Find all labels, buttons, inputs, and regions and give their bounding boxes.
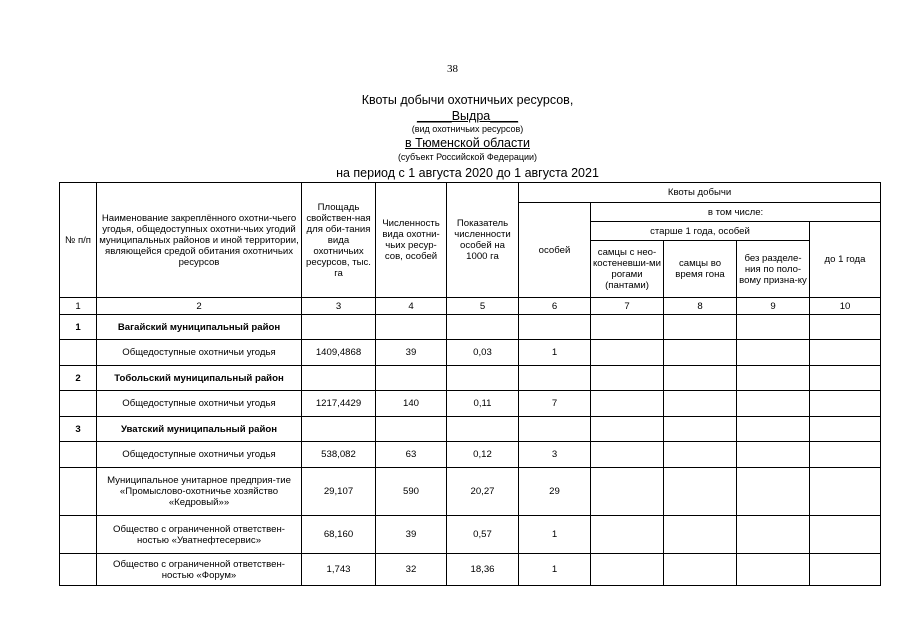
cell-area <box>302 315 376 340</box>
header-males-antlers: самцы с нео-костеневши-ми рогами (пантами) <box>591 241 664 298</box>
period-line: на период с 1 августа 2020 до 1 августа 2021 <box>336 166 599 180</box>
cell-name: Вагайский муниципальный район <box>97 315 302 340</box>
cell-total <box>519 366 591 391</box>
cell-area: 538,082 <box>302 442 376 468</box>
column-number: 8 <box>664 298 737 315</box>
cell-num: 2 <box>60 366 97 391</box>
cell-name: Муниципальное унитарное предприя-тие «Промыслово-охотничье хозяйство «Кедровый»» <box>97 468 302 516</box>
cell-empty <box>591 516 664 554</box>
cell-empty <box>664 442 737 468</box>
column-number: 10 <box>810 298 881 315</box>
cell-empty <box>591 391 664 417</box>
cell-population: 39 <box>376 340 447 366</box>
cell-empty <box>810 442 881 468</box>
table-row <box>60 442 881 468</box>
cell-empty <box>591 468 664 516</box>
cell-area <box>302 417 376 442</box>
page-number: 38 <box>447 63 458 75</box>
column-number-row <box>60 298 881 315</box>
cell-name: Тобольский муниципальный район <box>97 366 302 391</box>
cell-area: 68,160 <box>302 516 376 554</box>
header-under-one: до 1 года <box>810 222 881 298</box>
column-number: 3 <box>302 298 376 315</box>
cell-population <box>376 315 447 340</box>
cell-num <box>60 554 97 586</box>
cell-population <box>376 366 447 391</box>
header-males-rut: самцы во время гона <box>664 241 737 298</box>
cell-name: Общество с ограниченной ответствен-ностью «Уватнефтесервис» <box>97 516 302 554</box>
district-row <box>60 417 881 442</box>
header-older: старше 1 года, особей <box>591 222 810 241</box>
cell-num <box>60 391 97 417</box>
cell-empty <box>664 516 737 554</box>
cell-name: Общество с ограниченной ответствен-ностью «Форум» <box>97 554 302 586</box>
cell-empty <box>591 315 664 340</box>
cell-area: 1217,4429 <box>302 391 376 417</box>
cell-empty <box>737 366 810 391</box>
column-number: 4 <box>376 298 447 315</box>
cell-empty <box>664 391 737 417</box>
cell-empty <box>591 442 664 468</box>
table-row <box>60 516 881 554</box>
header-density: Показатель численности особей на 1000 га <box>447 183 519 298</box>
cell-population: 63 <box>376 442 447 468</box>
cell-empty <box>737 554 810 586</box>
region-caption: (субъект Российской Федерации) <box>397 152 538 162</box>
cell-empty <box>664 340 737 366</box>
cell-area: 29,107 <box>302 468 376 516</box>
document-title: Квоты добычи охотничьих ресурсов, <box>361 93 574 107</box>
cell-empty <box>591 366 664 391</box>
table-row <box>60 340 881 366</box>
cell-population: 140 <box>376 391 447 417</box>
cell-density: 20,27 <box>447 468 519 516</box>
cell-empty <box>810 468 881 516</box>
cell-density: 0,03 <box>447 340 519 366</box>
cell-empty <box>737 315 810 340</box>
table-row <box>60 554 881 586</box>
cell-empty <box>664 366 737 391</box>
table-row <box>60 391 881 417</box>
cell-empty <box>664 315 737 340</box>
cell-density: 18,36 <box>447 554 519 586</box>
cell-empty <box>737 391 810 417</box>
cell-total <box>519 315 591 340</box>
cell-empty <box>591 417 664 442</box>
cell-empty <box>810 366 881 391</box>
cell-empty <box>810 391 881 417</box>
quota-table <box>59 182 881 586</box>
cell-area: 1409,4868 <box>302 340 376 366</box>
cell-empty <box>737 340 810 366</box>
cell-population <box>376 417 447 442</box>
table-row <box>60 468 881 516</box>
cell-density: 0,12 <box>447 442 519 468</box>
cell-density <box>447 315 519 340</box>
header-including: в том числе: <box>591 203 881 222</box>
column-number: 9 <box>737 298 810 315</box>
cell-empty <box>810 340 881 366</box>
cell-density <box>447 366 519 391</box>
cell-empty <box>810 417 881 442</box>
cell-num <box>60 442 97 468</box>
cell-area <box>302 366 376 391</box>
cell-empty <box>664 468 737 516</box>
column-number: 6 <box>519 298 591 315</box>
cell-empty <box>664 417 737 442</box>
resource-name-line <box>0 109 905 123</box>
cell-density: 0,57 <box>447 516 519 554</box>
region-name: в Тюменской области <box>405 136 530 150</box>
cell-name: Общедоступные охотничьи угодья <box>97 391 302 417</box>
cell-num <box>60 340 97 366</box>
cell-total: 29 <box>519 468 591 516</box>
cell-area: 1,743 <box>302 554 376 586</box>
district-row <box>60 315 881 340</box>
cell-total <box>519 417 591 442</box>
cell-empty <box>664 554 737 586</box>
column-number: 7 <box>591 298 664 315</box>
cell-total: 3 <box>519 442 591 468</box>
district-row <box>60 366 881 391</box>
cell-empty <box>591 554 664 586</box>
cell-num <box>60 516 97 554</box>
header-total: особей <box>519 203 591 298</box>
header-num: № п/п <box>60 183 97 298</box>
header-no-sex: без разделе-ния по поло-вому призна-ку <box>737 241 810 298</box>
cell-empty <box>810 554 881 586</box>
cell-population: 39 <box>376 516 447 554</box>
cell-num: 3 <box>60 417 97 442</box>
column-number: 5 <box>447 298 519 315</box>
cell-total: 1 <box>519 516 591 554</box>
header-quotas: Квоты добычи <box>519 183 881 203</box>
cell-population: 590 <box>376 468 447 516</box>
cell-empty <box>810 516 881 554</box>
cell-total: 7 <box>519 391 591 417</box>
cell-density: 0,11 <box>447 391 519 417</box>
cell-name: Общедоступные охотничьи угодья <box>97 340 302 366</box>
header-population: Численность вида охотни-чьих ресур-сов, особей <box>376 183 447 298</box>
cell-empty <box>737 417 810 442</box>
cell-total: 1 <box>519 554 591 586</box>
cell-density <box>447 417 519 442</box>
resource-name: _____Выдра____ <box>416 109 519 123</box>
header-area: Площадь свойствен-ная для оби-тания вида охотничьих ресурсов, тыс. га <box>302 183 376 298</box>
cell-total: 1 <box>519 340 591 366</box>
column-number: 1 <box>60 298 97 315</box>
cell-num: 1 <box>60 315 97 340</box>
cell-name: Общедоступные охотничьи угодья <box>97 442 302 468</box>
cell-empty <box>737 468 810 516</box>
cell-population: 32 <box>376 554 447 586</box>
header-name: Наименование закреплённого охотни-чьего угодья, общедоступных охотни-чьих угодий муниципальных районов и иной территории, являющейся средой обитания охотничьих ресурсов <box>97 183 302 298</box>
cell-empty <box>737 516 810 554</box>
cell-empty <box>810 315 881 340</box>
resource-caption: (вид охотничьих ресурсов) <box>411 124 524 134</box>
column-number: 2 <box>97 298 302 315</box>
cell-num <box>60 468 97 516</box>
cell-empty <box>737 442 810 468</box>
cell-empty <box>591 340 664 366</box>
cell-name: Уватский муниципальный район <box>97 417 302 442</box>
